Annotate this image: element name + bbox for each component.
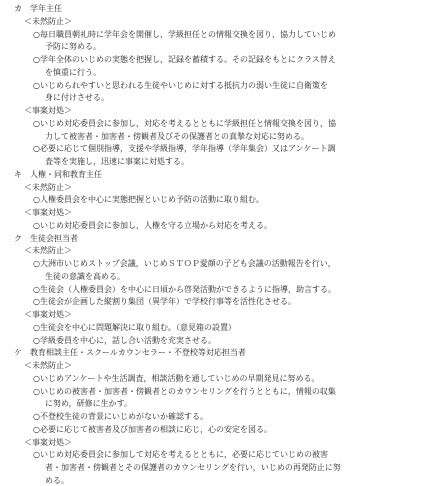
list-item: ○大洲市いじめストップ会議，いじめＳＴＯＰ愛顔の子ども会議の活動報告を行い， bbox=[33, 259, 336, 269]
list-item: ○いじめ対応委員会に参加し，対応を考えるとともに学級担任と情報交換を図り，協 bbox=[33, 118, 336, 128]
list-item: ○学年全体のいじめの実態を把握し，記録を蓄積する。その記録をもとにクラス替え bbox=[33, 55, 336, 65]
list-item-continuation: める。 bbox=[45, 476, 69, 485]
list-item: ○生徒会（人権委員会）を中心に日頃から啓発活動ができるように指導，助言する。 bbox=[33, 284, 336, 294]
list-item-continuation: 身に付けさせる。 bbox=[45, 93, 109, 103]
list-item: ○毎日職員朝礼時に学年会を開催し，学級担任との情報交換を図り，協力していじめ bbox=[33, 29, 336, 39]
list-item: ○学級委員を中心に，話し合い活動を充実させる。 bbox=[33, 335, 216, 345]
list-item-continuation: 査等を実施し，迅速に事案に対処する。 bbox=[45, 157, 189, 167]
list-item: ○いじめ対応委員会に参加し，人権を守る立場から対応を考える。 bbox=[33, 220, 272, 230]
list-item-continuation: 生徒の意識を高める。 bbox=[45, 271, 125, 281]
section-heading-ka: カ 学年主任 bbox=[14, 4, 62, 13]
subheading-prevention: ＜未然防止＞ bbox=[24, 246, 72, 256]
subheading-prevention: ＜未然防止＞ bbox=[24, 182, 72, 192]
subheading-response: ＜事案対処＞ bbox=[24, 208, 72, 218]
list-item: ○必要に応じて被害者及び加害者の相談に応じ，心の安定を図る。 bbox=[33, 424, 272, 434]
list-item: ○必要に応じて個別指導，支援や学級指導，学年指導（学年集会）又はアンケート調 bbox=[33, 144, 336, 154]
subheading-response: ＜事案対処＞ bbox=[24, 106, 72, 116]
list-item: ○いじめアンケートや生活調査，相談活動を通していじめの早期発見に努める。 bbox=[33, 373, 320, 383]
list-item-continuation: 力して被害者・加害者・傍観者及びその保護者との真摯な対応に努める。 bbox=[45, 131, 309, 141]
list-item-continuation: に努め，研修に生かす。 bbox=[45, 399, 133, 409]
list-item: ○生徒会が企画した縦割り集団（異学年）で学校行事等を活性化させる。 bbox=[33, 297, 296, 307]
section-heading-ke: ケ 教育相談主任・スクールカウンセラー・不登校等対応担当者 bbox=[14, 348, 246, 358]
list-item-continuation: を慎重に行う。 bbox=[45, 67, 101, 77]
subheading-prevention: ＜未然防止＞ bbox=[24, 16, 72, 26]
subheading-response: ＜事案対処＞ bbox=[24, 437, 72, 447]
list-item: ○いじめの被害者・加害者・傍観者とのカウンセリングを行うとともに，情報の収集 bbox=[33, 386, 336, 396]
list-item-continuation: 者・加害者・傍観者とその保護者のカウンセリングを行い，いじめの再発防止に努 bbox=[45, 463, 341, 473]
subheading-response: ＜事案対処＞ bbox=[24, 310, 72, 320]
section-heading-ki: キ 人権・同和教育主任 bbox=[14, 169, 102, 179]
section-heading-ku: ク 生徒会担当者 bbox=[14, 233, 78, 243]
list-item-continuation: 予防に努める。 bbox=[45, 42, 101, 52]
list-item: ○いじめられやすいと思われる生徒やいじめに対する抵抗力の弱い生徒に自衛策を bbox=[33, 80, 328, 90]
list-item: ○人権委員会を中心に実態把握といじめ予防の活動に取り組む。 bbox=[33, 195, 264, 205]
list-item: ○生徒会を中心に問題解決に取り組む。（意見箱の設置） bbox=[33, 322, 236, 332]
subheading-prevention: ＜未然防止＞ bbox=[24, 361, 72, 371]
list-item: ○不登校生徒の背景にいじめがないか確認する。 bbox=[33, 412, 208, 422]
list-item: ○いじめ対応委員会に参加して対応を考えるとともに，必要に応じていじめの被害 bbox=[33, 450, 328, 460]
